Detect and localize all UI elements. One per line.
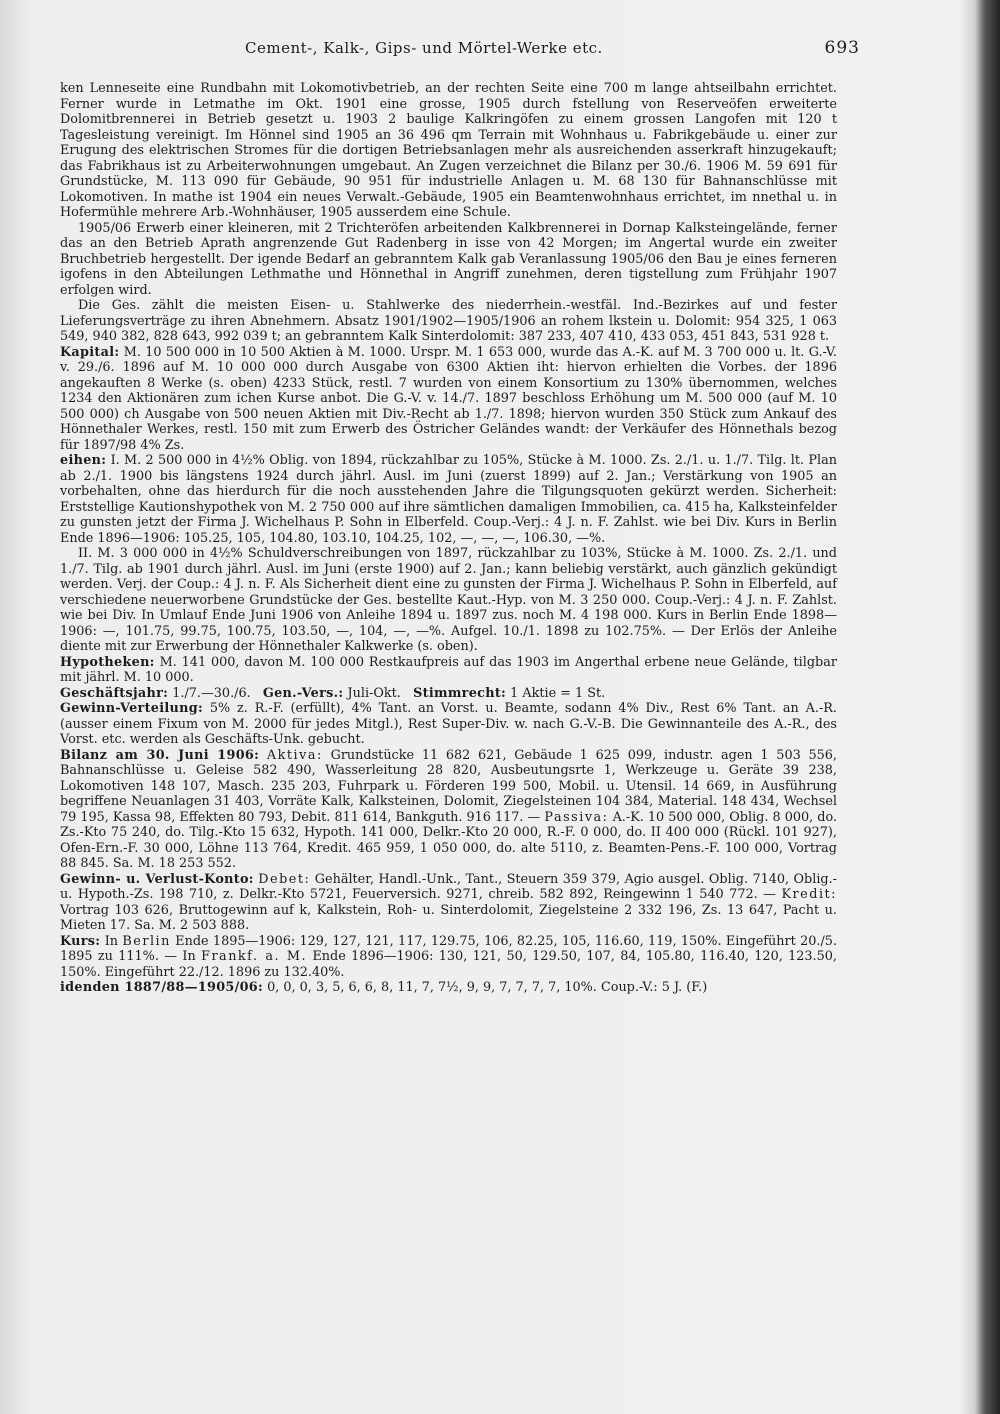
stimmrecht-text: 1 Aktie = 1 St. [510, 685, 606, 701]
kapital-text: M. 10 500 000 in 10 500 Aktien à M. 1000. Urspr. M. 1 653 000, wurde das A.-K. auf M. 3 700 000 u. lt. G.-V. v. 29./6. 1896 auf M. 10 000 000 durch Ausgabe von 6300 Aktien iht: hiervon erhielten die Vorbes. der 1896 angekauften 8 Werke (s. oben) 4233 Stück, restl. 7 wurden von einem Konsortium zu 130% übernommen, welches 1234 den Aktionären zum ichen Kurse anbot. Die G.-V. v. 14./7. 1897 beschloss Erhöhung um M. 500 000 (auf M. 10 500 000) ch Ausgabe von 500 neuen Aktien mit Div.-Recht ab 1./7. 1898; hiervon wurden 350 Stück zum Ankauf des Hönnethaler Werkes, restl. 150 mit zum Erwerb des Östricher Geländes wandt: der Verkäufer des Hönnethals bezog für 1897/98 4% Zs. [60, 344, 837, 453]
section-geschaeftsjahr [60, 686, 837, 702]
passiva-label: Passiva: [544, 809, 609, 825]
gen-vers-text: Juli-Okt. [347, 685, 401, 701]
geschaeftsjahr-label: Geschäftsjahr: [60, 685, 169, 701]
section-dividenden [60, 980, 837, 996]
geschaeftsjahr-text: 1./7.—30./6. [172, 685, 251, 701]
kapital-label: Kapital: [60, 344, 120, 360]
anleihen-1-text: I. M. 2 500 000 in 4½% Oblig. von 1894, rückzahlbar zu 105%, Stücke à M. 1000. Zs. 2./1. u. 1./7. Tilg. lt. Plan ab 2./1. 1900 bis längstens 1924 durch jährl. Ausl. im Juni (zuerst 1899) auf 2. Jan.; Verstärkung von 1905 an vorbehalten, ohne das hierdurch für die noch ausstehenden Jahre die Tilgungsquoten gekürzt werden. Sicherheit: Erststellige Kautionshypothek von M. 2 750 000 auf ihre sämtlichen damaligen Immobilien, ca. 415 ha, Kalksteinfelder zu gunsten jetzt der Firma J. Wichelhaus P. Sohn in Elberfeld. Coup.-Verj.: 4 J. n. F. Zahlst. wie bei Div. Kurs in Berlin Ende 1896—1906: 105.25, 105, 104.80, 103.10, 104.25, 102, —, —, —, 106.30, —%. [60, 453, 837, 546]
kurs-text-b: Ende 1895—1906: 129, 127, 121, 117, 129.75, 106, 82.25, 105, 116.60, 119, 150%. Eingeführt 20./5. 1895 zu 111%. — In [60, 933, 837, 964]
paragraph-plant-history: ken Lenneseite eine Rundbahn mit Lokomotivbetrieb, an der rechten Seite eine 700 m lange ahtseilbahn errichtet. Ferner wurde in Letmathe im Okt. 1901 eine grosse, 1905 durch fstellung von Reserveöfen erweiterte Dolomitbrennerei in Betrieb gesetzt u. 1903 2 baulige Kalkringöfen zu einem grossen Langofen mit 120 t Tagesleistung vereinigt. Im Hönnel sind 1905 an 36 496 qm Terrain mit Wohnhaus u. Fabrikgebäude u. einer zur Erugung des elektrischen Stromes für die dortigen Betriebsanlagen mehr als ausreichenden asserkraft hinzugekauft; das Fabrikhaus ist zu Arbeiterwohnungen umgebaut. An Zugen verzeichnet die Bilanz per 30./6. 1906 M. 59 691 für Grundstücke, M. 113 090 für Gebäude, 90 951 für industrielle Anlagen u. M. 68 130 für Bahnanschlüsse mit Lokomotiven. In mathe ist 1904 ein neues Verwalt.-Gebäude, 1905 ein Beamtenwohnhaus errichtet, im nnethal u. in Hofermühle mehrere Arb.-Wohnhäuser, 1905 ausserdem eine Schule. [60, 81, 837, 220]
body-text [60, 81, 837, 996]
debet-text: Gehälter, Handl.-Unk., Tant., Steuern 359 379, Agio ausgel. Oblig. 7140, Oblig.-u. Hypoth.-Zs. 198 710, z. Delkr.-Kto 5721, Feuerversich. 9271, chreib. 582 892, Reingewinn 1 540 772. — [60, 871, 837, 902]
hypotheken-label: Hypotheken: [60, 654, 155, 670]
kurs-text-a: In [104, 933, 118, 949]
kredit-label: Kredit: [781, 887, 837, 902]
kurs-place-frankfurt: Frankf. a. M. [201, 949, 308, 964]
debet-label: Debet: [258, 871, 311, 887]
paragraph-sales: Die Ges. zählt die meisten Eisen- u. Stahlwerke des niederrhein.-westfäl. Ind.-Bezirkes auf und fester Lieferungsverträge zu ihren Abnehmern. Absatz 1901/1902—1905/1906 an rohem lkstein u. Dolomit: 954 325, 1 063 549, 940 382, 828 643, 992 039 t; an gebranntem Kalk Sinterdolomit: 387 233, 407 410, 433 053, 451 843, 531 928 t. [60, 298, 837, 344]
kurs-text-c: Ende 1896—1906: 130, 121, 50, 129.50, 107, 84, 105.80, 116.40, 120, 123.50, 150%. Eingeführt 22./12. 1896 zu 132.40%. [60, 949, 837, 980]
bilanz-label: Bilanz am 30. Juni 1906: [60, 747, 260, 763]
section-kurs [60, 934, 837, 981]
passiva-text: A.-K. 10 500 000, Oblig. 8 000, do. Zs.-Kto 75 240, do. Tilg.-Kto 15 632, Hypoth. 141 000, Delkr.-Kto 20 000, R.-F. 0 000, do. II 400 000 (Rückl. 101 927), Ofen-Ern.-F. 30 000, Löhne 113 764, Kredit. 465 959, 1 050 000, do. alte 5110, z. Beamten-Pens.-F. 100 000, Vortrag 88 845. Sa. M. 18 253 552. [60, 809, 838, 871]
section-bilanz [60, 748, 837, 872]
gen-vers-label: Gen.-Vers.: [262, 685, 344, 701]
kredit-text: Vortrag 103 626, Bruttogewinn auf k, Kalkstein, Roh- u. Sinterdolomit, Ziegelsteine 2 332 196, Zs. 13 647, Pacht u. Mieten 17. Sa. M. 2 503 888. [60, 902, 837, 933]
page-header [60, 38, 860, 58]
aktiva-label: Aktiva: [266, 747, 323, 763]
kurs-label: Kurs: [60, 933, 101, 949]
section-gewinn-verteilung [60, 701, 837, 748]
anleihen-label: eihen: [60, 453, 107, 468]
hypotheken-text: M. 141 000, davon M. 100 000 Restkaufpreis auf das 1903 im Angerthal erbene neue Gelände, tilgbar mit jährl. M. 10 000. [60, 654, 837, 685]
section-kapital [60, 345, 837, 454]
kurs-place-berlin: Berlin [122, 933, 171, 949]
section-hypotheken [60, 655, 837, 686]
aktiva-text: Grundstücke 11 682 621, Gebäude 1 625 099, industr. agen 1 503 556, Bahnanschlüsse u. Geleise 582 490, Wasserleitung 28 820, Ausbeutungsrte 1, Werkzeuge u. Geräte 39 238, Lokomotiven 148 107, Masch. 235 203, Fuhrpark u. Förderen 199 500, Mobil. u. Utensil. 14 669, in Ausführung begriffene Neuanlagen 31 403, Vorräte Kalk, Kalksteinen, Dolomit, Ziegelsteinen 104 384, Material. 148 434, Wechsel 79 195, Kassa 98, Effekten 80 793, Debit. 811 614, Bankguth. 916 117. — [60, 747, 837, 825]
section-gewinn-verlust [60, 872, 837, 934]
gewinn-verteilung-label: Gewinn-Verteilung: [60, 701, 204, 716]
running-title: Cement-, Kalk-, Gips- und Mörtel-Werke etc. [245, 39, 603, 57]
dividenden-text: 0, 0, 0, 3, 5, 6, 6, 8, 11, 7, 7½, 9, 9, 7, 7, 7, 7, 10%. Coup.-V.: 5 J. (F.) [267, 980, 708, 995]
stimmrecht-label: Stimmrecht: [413, 685, 507, 701]
dividenden-label: idenden 1887/88—1905/06: [60, 980, 264, 995]
section-anleihen-1 [60, 453, 837, 546]
page-number: 693 [824, 38, 860, 58]
gewinn-verteilung-text: 5% z. R.-F. (erfüllt), 4% Tant. an Vorst. u. Beamte, sodann 4% Div., Rest 6% Tant. an A.-R. (ausser einem Fixum von M. 2000 für jedes Mitgl.), Rest Super-Div. w. nach G.-V.-B. Die Gewinnanteile des A.-R., des Vorst. etc. werden als Geschäfts-Unk. gebucht. [60, 701, 837, 747]
paragraph-acquisitions: 1905/06 Erwerb einer kleineren, mit 2 Trichteröfen arbeitenden Kalkbrennerei in Dornap Kalksteingelände, ferner das an den Betrieb Aprath angrenzende Gut Radenberg in isse von 42 Morgen; im Angertal wurde ein zweiter Bruchbetrieb hergestellt. Der igende Bedarf an gebranntem Kalk gab Veranlassung 1905/06 den Bau je eines ferneren igofens in den Abteilungen Lethmathe und Hönnethal in Angriff zunehmen, deren tigstellung zum Frühjahr 1907 erfolgen wird. [60, 220, 837, 298]
section-anleihen-2: II. M. 3 000 000 in 4½% Schuldverschreibungen von 1897, rückzahlbar zu 103%, Stücke à M. 1000. Zs. 2./1. und 1./7. Tilg. ab 1901 durch jährl. Ausl. im Juni (erste 1900) auf 2. Jan.; kann beliebig verstärkt, auch gänzlich gekündigt werden. Verj. der Coup.: 4 J. n. F. Als Sicherheit dient eine zu gunsten der Firma J. Wichelhaus P. Sohn in Elberfeld, auf verschiedene neuerworbene Grundstücke der Ges. bestellte Kaut.-Hyp. von M. 3 250 000. Coup.-Verj.: 4 J. n. F. Zahlst. wie bei Div. In Umlauf Ende Juni 1906 von Anleihe 1894 u. 1897 zus. noch M. 4 198 000. Kurs in Berlin Ende 1898—1906: —, 101.75, 99.75, 100.75, 103.50, —, 104, —, —%. Aufgel. 10./1. 1898 zu 102.75%. — Der Erlös der Anleihe diente mit zur Erwerbung der Hönnethaler Kalkwerke (s. oben). [60, 546, 837, 654]
gewinn-verlust-label: Gewinn- u. Verlust-Konto: [60, 871, 254, 887]
